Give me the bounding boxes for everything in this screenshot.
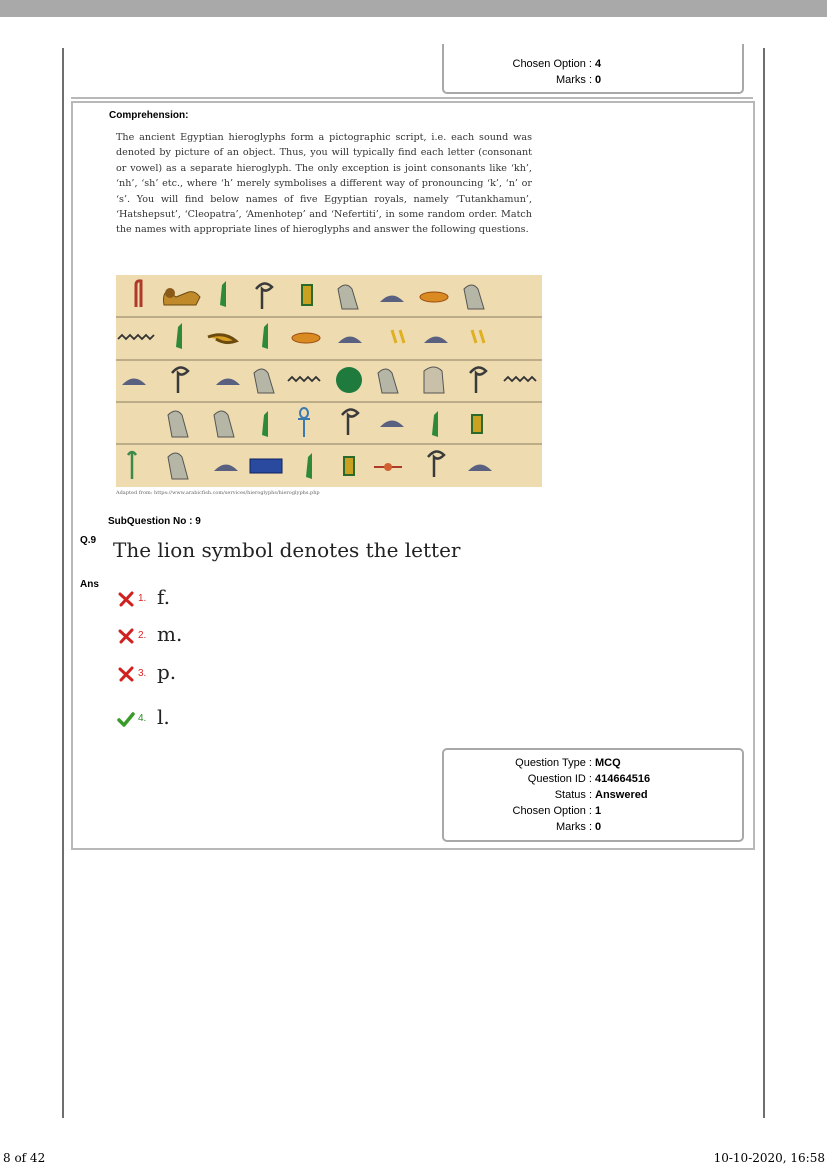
info-label: Marks : xyxy=(555,821,592,833)
bird-glyph xyxy=(168,453,188,479)
section-divider xyxy=(71,849,755,850)
page-border-right xyxy=(763,48,765,1118)
info-value: Answered xyxy=(595,789,648,801)
option-text: p. xyxy=(157,660,177,684)
info-label: Chosen Option : xyxy=(512,805,592,817)
hieroglyphs-image xyxy=(116,275,542,487)
lion-glyph xyxy=(164,288,201,305)
info-row-question-id xyxy=(444,773,742,789)
question-number: Q.9 xyxy=(80,535,97,546)
info-label: Status : xyxy=(554,789,592,801)
bird-glyph xyxy=(378,369,398,393)
hieroglyph-row-5 xyxy=(128,451,492,479)
info-value: 414664516 xyxy=(595,773,651,785)
image-credit: Adapted from: https://www.arabicfish.com/services/hieroglyphs/hieroglyphs.php xyxy=(116,490,320,496)
option-text: f. xyxy=(157,585,171,609)
hieroglyphs-drawing xyxy=(116,275,542,487)
cross-icon xyxy=(117,590,135,608)
bird-glyph xyxy=(254,369,274,393)
option-text: l. xyxy=(157,705,170,729)
cross-icon xyxy=(117,627,135,645)
info-value: 4 xyxy=(595,58,602,70)
previous-info-box xyxy=(442,44,744,94)
info-value: 0 xyxy=(595,74,602,86)
cross-icon xyxy=(117,665,135,683)
option-number: 2. xyxy=(138,630,147,641)
section-divider xyxy=(71,97,753,99)
comprehension-passage: The ancient Egyptian hieroglyphs form a pictographic script, i.e. each sound was denoted by picture of an object. Thus, you will typically find each letter (consonant or vowel) as a separate hieroglyph. The only exception is joint consonants like ‘kh’, ‘nh’, ‘sh’ etc., where ‘h’ merely symbolises a different way of pronouncing ‘k’, ‘n’ or ‘s’. You will find below names of five Egyptian royals, namely ‘Tutankhamun’, ‘Hatshepsut’, ‘Cleopatra’, ‘Amenhotep’ and ‘Nefertiti’, in some random order. Match the names with appropriate lines of hieroglyphs and answer the following questions. xyxy=(116,132,532,236)
owl-glyph xyxy=(424,367,444,393)
option-text: m. xyxy=(157,622,183,646)
page-border-left xyxy=(62,48,64,1118)
subquestion-label: SubQuestion No : 9 xyxy=(108,516,201,527)
hieroglyph-row-2 xyxy=(118,323,484,349)
ankh-glyph xyxy=(298,408,310,437)
bird-glyph xyxy=(214,411,234,437)
hieroglyph-row-4 xyxy=(168,408,482,437)
info-row-status xyxy=(444,789,742,805)
info-value: MCQ xyxy=(595,757,621,769)
info-row-marks xyxy=(444,821,742,837)
hieroglyph-row-3 xyxy=(122,367,536,393)
info-label: Chosen Option : xyxy=(512,58,592,70)
answer-label: Ans xyxy=(80,579,99,590)
comprehension-title: Comprehension: xyxy=(109,110,189,121)
checkmark-icon xyxy=(117,710,135,728)
info-label: Question ID : xyxy=(527,773,592,785)
option-number: 3. xyxy=(138,668,147,679)
option-number: 1. xyxy=(138,593,147,604)
info-row-marks xyxy=(444,74,742,90)
option-number: 4. xyxy=(138,713,147,724)
question-text: The lion symbol denotes the letter xyxy=(113,538,461,562)
info-row-question-type xyxy=(444,757,742,773)
info-label: Question Type : xyxy=(515,757,592,769)
info-row-chosen-option xyxy=(444,805,742,821)
page-number: 8 of 42 xyxy=(3,1151,46,1165)
info-label: Marks : xyxy=(555,74,592,86)
bird-glyph xyxy=(464,285,484,309)
print-datetime: 10-10-2020, 16:58 xyxy=(713,1151,825,1165)
info-value: 1 xyxy=(595,805,602,817)
bird-glyph xyxy=(168,411,188,437)
hieroglyph-row-1 xyxy=(136,281,484,309)
browser-top-bar xyxy=(0,0,827,17)
info-row-chosen-option xyxy=(444,58,742,74)
bird-glyph xyxy=(338,285,358,309)
question-info-box xyxy=(442,748,744,842)
info-value: 0 xyxy=(595,821,602,833)
